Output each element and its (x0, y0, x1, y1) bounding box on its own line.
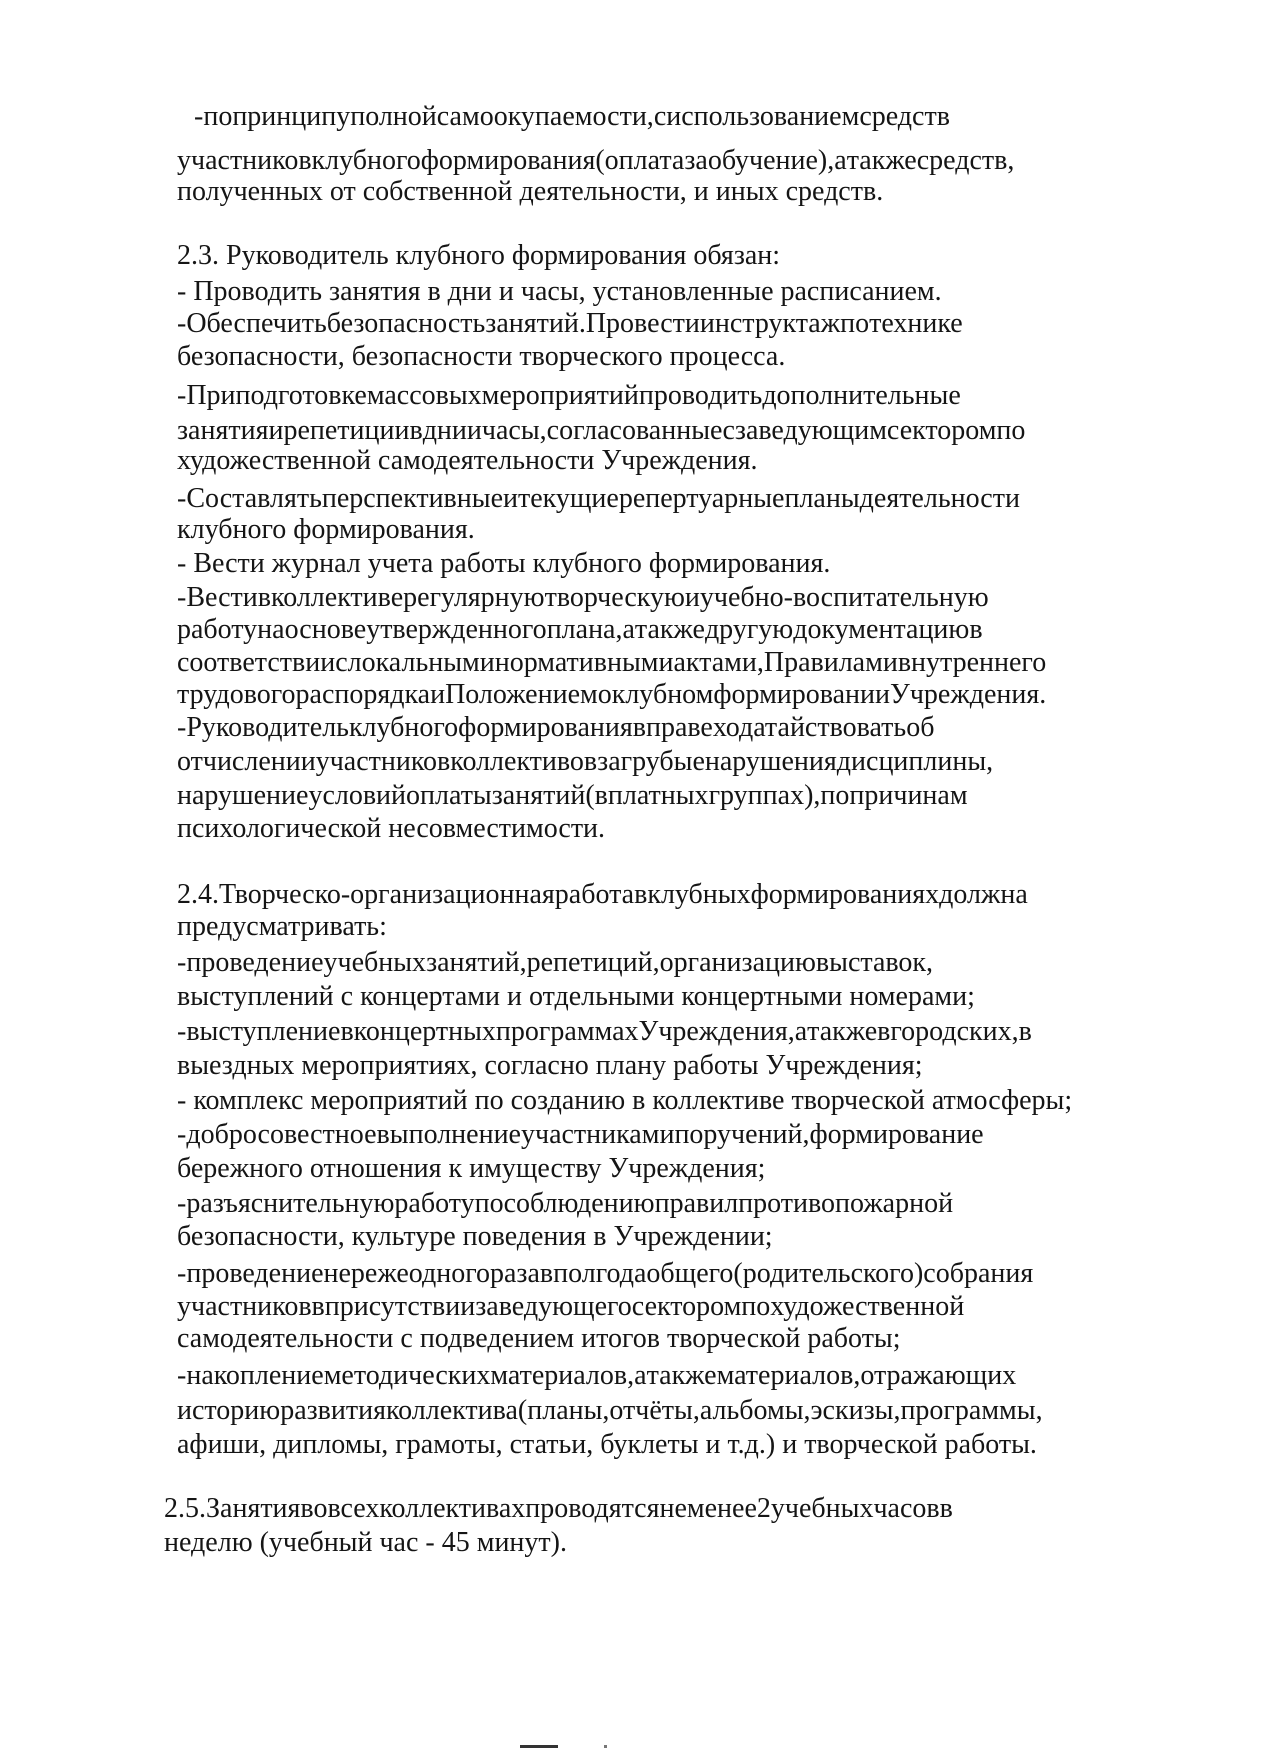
text-line: отчисленииучастниковколлективовзагрубыенарушениядисциплины, (177, 746, 994, 777)
text-line: психологической несовместимости. (177, 813, 606, 844)
text-line: предусматривать: (177, 911, 387, 942)
text-line: -проведениеучебныхзанятий,репетиций,организациювыставок, (177, 947, 934, 978)
section-heading: 2.4.Творческо-организационнаяработавклубныхформированияхдолжна (177, 879, 1028, 910)
scan-dot (604, 1745, 607, 1748)
scan-mark (520, 1745, 558, 1748)
text-line: самодеятельности с подведением итогов творческой работы; (177, 1323, 901, 1354)
text-line: -выступлениевконцертныхпрограммахУчреждения,атакжевгородских,в (177, 1016, 1032, 1047)
text-line: неделю (учебный час - 45 минут). (164, 1527, 567, 1558)
text-line: нарушениеусловийоплатызанятий(вплатныхгруппах),попричинам (177, 780, 968, 811)
text-line: -добросовестноевыполнениеучастникамипоручений,формирование (177, 1119, 984, 1150)
text-line: -Руководительклубногоформированиявправеходатайствоватьоб (177, 712, 935, 743)
text-line: клубного формирования. (177, 514, 475, 545)
text-line: афиши, дипломы, грамоты, статьи, буклеты и т.д.) и творческой работы. (177, 1429, 1037, 1460)
text-line: - комплекс мероприятий по созданию в коллективе творческой атмосферы; (177, 1085, 1073, 1116)
text-line: историюразвитияколлектива(планы,отчёты,альбомы,эскизы,программы, (177, 1395, 1043, 1426)
text-line: -разъяснительнуюработупособлюдениюправилпротивопожарной (177, 1188, 954, 1219)
text-line: бережного отношения к имуществу Учреждения; (177, 1153, 766, 1184)
text-line: безопасности, безопасности творческого процесса. (177, 341, 786, 372)
text-line: художественной самодеятельности Учреждения. (177, 445, 758, 476)
text-line: -накоплениеметодическихматериалов,атакжематериалов,отражающих (177, 1360, 1017, 1391)
text-line: -Вестивколлективерегулярнуютворческуюиучебно-воспитательную (177, 582, 989, 613)
text-line: -попринципуполнойсамоокупаемости,сиспользованиемсредств (194, 101, 950, 132)
text-line: выездных мероприятиях, согласно плану работы Учреждения; (177, 1050, 923, 1081)
text-line: -Составлятьперспективныеитекущиерепертуарныепланыдеятельности (177, 483, 1020, 514)
text-line: работунаосновеутвержденногоплана,атакжедругуюдокументациюв (177, 614, 983, 645)
text-line: -Обеспечитьбезопасностьзанятий.Провестиинструктажпотехнике (177, 308, 963, 339)
text-line: выступлений с концертами и отдельными концертными номерами; (177, 981, 975, 1012)
text-line: - Вести журнал учета работы клубного формирования. (177, 548, 831, 579)
text-line: -Приподготовкемассовыхмероприятийпроводитьдополнительные (177, 380, 961, 411)
text-line: -проведениенережеодногоразавполгодаобщего(родительского)собрания (177, 1258, 1034, 1289)
text-line: полученных от собственной деятельности, и иных средств. (177, 176, 884, 207)
text-line: участниковвприсутствиизаведующегосекторомпохудожественной (177, 1291, 965, 1322)
text-line: трудовогораспорядкаиПоложениемоклубномформированииУчреждения. (177, 679, 1047, 710)
text-line: - Проводить занятия в дни и часы, установленные расписанием. (177, 276, 942, 307)
text-line: занятияирепетициивдниичасы,согласованныесзаведующимсекторомпо (177, 415, 1026, 446)
text-line: участниковклубногоформирования(оплатазаобучение),атакжесредств, (177, 145, 1015, 176)
section-heading: 2.3. Руководитель клубного формирования обязан: (177, 240, 781, 271)
text-line: безопасности, культуре поведения в Учреждении; (177, 1221, 773, 1252)
text-line: соответствиислокальныминормативнымиактами,Правиламивнутреннего (177, 647, 1047, 678)
section-heading: 2.5.Занятиявовсехколлективахпроводятсянеменее2учебныхчасовв (164, 1493, 953, 1524)
